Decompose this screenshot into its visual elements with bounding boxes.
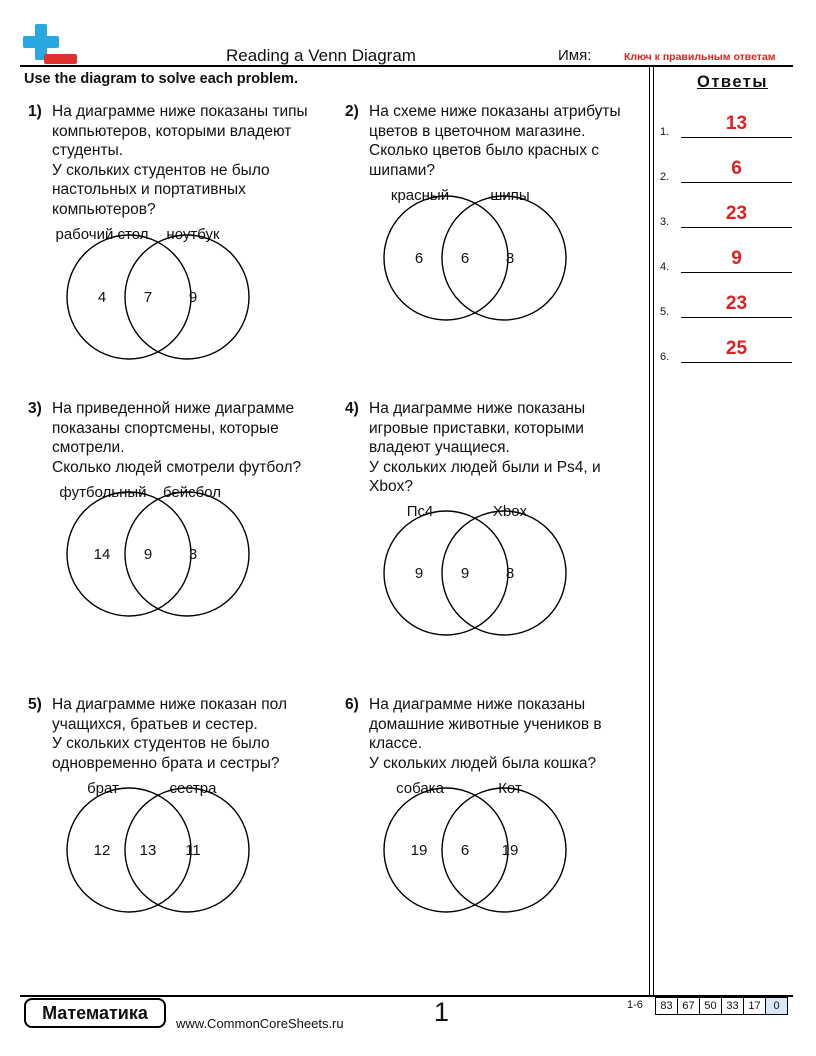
venn-diagram xyxy=(345,186,645,316)
venn-diagram xyxy=(345,501,645,631)
problem-number: 5) xyxy=(28,696,42,713)
answer-line xyxy=(681,362,792,363)
venn-right-value: 19 xyxy=(501,842,519,859)
answer-row: 3. 23 xyxy=(660,208,792,228)
problem-6 xyxy=(345,695,645,955)
brand-badge: Математика xyxy=(24,998,166,1028)
venn-left-value: 6 xyxy=(414,250,424,267)
name-label: Имя: xyxy=(558,47,592,64)
venn-right-value: 9 xyxy=(188,289,198,306)
problem-4 xyxy=(345,399,645,659)
venn-left-label: брат xyxy=(87,780,119,797)
plus-minus-logo-icon xyxy=(20,22,78,66)
problem-text: На приведенной ниже диаграмме показаны спортсмены, которые смотрели. Сколько людей смотрели футбол? xyxy=(52,400,302,476)
answer-row: 1. 13 xyxy=(660,118,792,138)
worksheet-title: Reading a Venn Diagram xyxy=(226,46,416,65)
problem-text: На диаграмме ниже показаны игровые приставки, которыми владеют учащиеся. У скольких людей были и Ps4, и Xbox? xyxy=(369,400,601,495)
problem-1 xyxy=(28,102,328,362)
problem-text: На диаграмме ниже показан пол учащихся, братьев и сестер. У скольких студентов не было одновременно брата и сестры? xyxy=(52,696,287,772)
venn-left-circle xyxy=(384,511,508,635)
column-divider-right xyxy=(653,67,654,996)
problem-text: На диаграмме ниже показаны типы компьютеров, которыми владеют студенты. У скольких студентов не было настольных и портативных компьютеров? xyxy=(52,103,308,218)
venn-right-value: 11 xyxy=(185,842,201,859)
header-rule xyxy=(20,65,793,67)
venn-right-label: ноутбук xyxy=(166,226,220,243)
venn-left-label: собака xyxy=(396,780,444,797)
answer-key-label: Ключ к правильным ответам xyxy=(624,51,776,63)
venn-middle-value: 13 xyxy=(139,842,157,859)
score-table xyxy=(656,997,788,1015)
answer-row: 5. 23 xyxy=(660,298,792,318)
problem-2 xyxy=(345,102,645,362)
score-cell: 33 xyxy=(721,997,744,1015)
problem-3 xyxy=(28,399,328,659)
answer-row: 2. 6 xyxy=(660,163,792,183)
score-cell: 67 xyxy=(677,997,700,1015)
venn-middle-value: 6 xyxy=(460,842,470,859)
venn-middle-value: 7 xyxy=(143,289,153,306)
venn-diagram xyxy=(28,224,328,354)
venn-right-label: бейсбол xyxy=(162,484,222,501)
venn-middle-value: 9 xyxy=(143,546,153,563)
venn-left-value: 19 xyxy=(410,842,428,859)
answer-line xyxy=(681,137,792,138)
venn-right-value: 3 xyxy=(188,546,198,563)
venn-right-value: 8 xyxy=(505,565,515,582)
venn-left-label: рабочий стол xyxy=(55,226,149,243)
venn-diagram xyxy=(28,778,328,908)
answers-title: Ответы xyxy=(697,73,768,91)
venn-left-label: красный xyxy=(390,187,450,204)
answer-line xyxy=(681,182,792,183)
instructions: Use the diagram to solve each problem. xyxy=(24,71,298,87)
venn-left-value: 12 xyxy=(93,842,111,859)
answer-line xyxy=(681,272,792,273)
problem-text: На диаграмме ниже показаны домашние животные учеников в классе. У скольких людей была кошка? xyxy=(369,696,602,772)
score-cell: 17 xyxy=(743,997,766,1015)
venn-right-label: Кот xyxy=(498,780,522,797)
venn-left-value: 9 xyxy=(414,565,424,582)
site-url[interactable]: www.CommonCoreSheets.ru xyxy=(176,1016,344,1031)
venn-left-label: футбольный xyxy=(59,484,147,501)
answer-value: 25 xyxy=(725,338,748,359)
problem-text: На схеме ниже показаны атрибуты цветов в цветочном магазине. Сколько цветов было красных с шипами? xyxy=(369,103,621,179)
venn-right-label: сестра xyxy=(169,780,217,797)
answer-line xyxy=(681,227,792,228)
venn-right-value: 8 xyxy=(505,250,515,267)
venn-right-label: Xbox xyxy=(492,503,528,520)
venn-left-circle xyxy=(67,492,191,616)
venn-left-circle xyxy=(384,788,508,912)
column-divider-left xyxy=(649,67,650,996)
problem-number: 4) xyxy=(345,400,359,417)
venn-left-label: Пс4 xyxy=(406,503,434,520)
answer-row: 6. 25 xyxy=(660,343,792,363)
venn-diagram xyxy=(345,778,645,908)
venn-left-value: 4 xyxy=(97,289,107,306)
page-number: 1 xyxy=(434,997,450,1027)
answer-value: 9 xyxy=(731,248,742,269)
answer-row: 4. 9 xyxy=(660,253,792,273)
score-cell: 0 xyxy=(765,997,788,1015)
score-cell: 83 xyxy=(655,997,678,1015)
venn-left-value: 14 xyxy=(93,546,111,563)
answer-value: 23 xyxy=(725,293,748,314)
answer-value: 13 xyxy=(725,113,748,134)
venn-middle-value: 6 xyxy=(460,250,470,267)
score-cell: 50 xyxy=(699,997,722,1015)
venn-right-label: шипы xyxy=(490,187,530,204)
problem-5 xyxy=(28,695,328,955)
answer-line xyxy=(681,317,792,318)
answer-value: 6 xyxy=(731,158,742,179)
venn-left-circle xyxy=(67,235,191,359)
problem-number: 3) xyxy=(28,400,42,417)
answer-value: 23 xyxy=(725,203,748,224)
problem-number: 2) xyxy=(345,103,359,120)
problem-number: 1) xyxy=(28,103,42,120)
venn-middle-value: 9 xyxy=(460,565,470,582)
problem-number: 6) xyxy=(345,696,359,713)
venn-left-circle xyxy=(384,196,508,320)
problem-range: 1-6 xyxy=(627,999,643,1011)
venn-diagram xyxy=(28,482,328,612)
venn-left-circle xyxy=(67,788,191,912)
